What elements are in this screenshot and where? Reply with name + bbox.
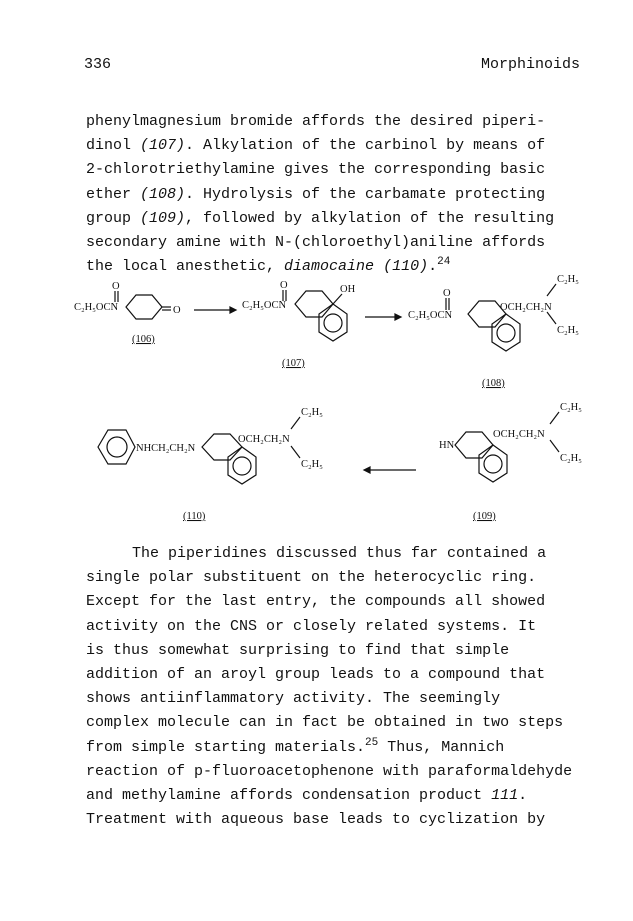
text-run: , followed by alkylation of the resulting bbox=[185, 209, 555, 227]
carbonyl-oxygen-label: O bbox=[443, 288, 451, 299]
carbonyl-oxygen-label: O bbox=[112, 281, 120, 292]
text-run: . bbox=[518, 787, 528, 805]
text-line bbox=[86, 183, 596, 207]
reaction-scheme bbox=[70, 262, 600, 527]
text-run: . Hydrolysis of the carbamate protecting bbox=[185, 185, 546, 203]
text-run: the local anesthetic, bbox=[86, 258, 285, 276]
compound-ref: 111 bbox=[491, 787, 519, 805]
piperidine-ring bbox=[455, 432, 493, 458]
text-line: Except for the last entry, the compounds all showed bbox=[86, 593, 546, 611]
carbamate-group-label: C₂H₅OCN bbox=[408, 310, 453, 321]
ethyl-label: C₂H₅ bbox=[557, 274, 579, 285]
drug-name: diamocaine bbox=[284, 258, 375, 276]
paragraph-aroyl-piperidines bbox=[86, 542, 596, 832]
ethyl-label: C₂H₅ bbox=[557, 325, 579, 336]
text-run: . bbox=[428, 258, 438, 276]
text-line: phenylmagnesium bromide affords the desired piperi- bbox=[86, 113, 546, 130]
ethyl-label: C₂H₅ bbox=[560, 453, 582, 464]
text-line: secondary amine with N-(chloroethyl)aniline affords bbox=[86, 234, 546, 252]
text-run: . Alkylation of the carbinol by means of bbox=[185, 137, 546, 155]
carbonyl-oxygen-label: O bbox=[280, 280, 288, 291]
hydroxyl-label: OH bbox=[340, 284, 356, 295]
compound-ref: (109) bbox=[140, 209, 186, 227]
text-line bbox=[86, 784, 596, 808]
text-line: Treatment with aqueous base leads to cyclization by bbox=[86, 811, 546, 829]
text-line: activity on the CNS or closely related systems. It bbox=[86, 617, 537, 635]
ethyl-label: C₂H₅ bbox=[301, 407, 323, 418]
text-run: dinol bbox=[86, 137, 141, 155]
text-run: group bbox=[86, 209, 141, 227]
compound-ref: (107) bbox=[140, 137, 186, 155]
text-line bbox=[86, 736, 596, 760]
text-run: Thus, Mannich bbox=[378, 738, 505, 756]
ether-chain-label: OCH₂CH₂N bbox=[493, 429, 545, 440]
phenyl-ring bbox=[98, 430, 135, 464]
carbamate-group-label: C₂H₅OCN bbox=[242, 300, 287, 311]
phenyl-ring bbox=[228, 447, 256, 484]
carbamate-group-label: C₂H₅OCN bbox=[74, 302, 119, 313]
ketone-oxygen-label: O bbox=[173, 305, 181, 316]
piperidine-ring bbox=[126, 295, 162, 319]
compound-label-108: (108) bbox=[482, 378, 505, 389]
compound-ref: (108) bbox=[140, 185, 186, 203]
anilino-chain-label: NHCH₂CH₂N bbox=[136, 443, 196, 454]
text-run: ether bbox=[86, 185, 141, 203]
text-run: and methylamine affords condensation product bbox=[86, 787, 492, 805]
amine-nh-label: HN bbox=[439, 440, 455, 451]
piperidine-ring bbox=[202, 434, 242, 460]
compound-label-107: (107) bbox=[282, 358, 305, 369]
ethyl-label: C₂H₅ bbox=[301, 459, 323, 470]
phenyl-ring bbox=[492, 314, 520, 351]
text-line: 2-chlorotriethylamine gives the corresponding basic bbox=[86, 161, 546, 179]
compound-label-106: (106) bbox=[132, 334, 155, 345]
text-line: The piperidines discussed thus far contained a bbox=[132, 545, 547, 562]
ether-chain-label: OCH₂CH₂N bbox=[500, 302, 552, 313]
phenyl-ring bbox=[479, 445, 507, 482]
text-line bbox=[86, 134, 596, 158]
page-header bbox=[84, 56, 580, 78]
text-line: reaction of p-fluoroacetophenone with paraformaldehyde bbox=[86, 762, 573, 780]
citation-ref: 24 bbox=[437, 256, 451, 269]
ether-chain-label: OCH₂CH₂N bbox=[238, 434, 290, 445]
phenyl-ring bbox=[319, 304, 347, 341]
paragraph-synthesis bbox=[86, 110, 596, 279]
text-line bbox=[86, 207, 596, 231]
text-line: shows antiinflammatory activity. The seemingly bbox=[86, 690, 501, 708]
piperidine-ring bbox=[295, 291, 333, 317]
text-line: addition of an aroyl group leads to a compound that bbox=[86, 666, 546, 684]
ethyl-label: C₂H₅ bbox=[560, 402, 582, 413]
running-title: Morphinoids bbox=[480, 56, 580, 73]
text-line: single polar substituent on the heterocyclic ring. bbox=[86, 569, 537, 587]
text-line: is thus somewhat surprising to find that simple bbox=[86, 641, 510, 659]
compound-ref: (110) bbox=[383, 258, 429, 276]
text-line: complex molecule can in fact be obtained in two steps bbox=[86, 714, 564, 732]
page-number: 336 bbox=[84, 56, 112, 73]
text-run: from simple starting materials. bbox=[86, 738, 366, 756]
citation-ref: 25 bbox=[365, 736, 379, 749]
compound-label-109: (109) bbox=[473, 511, 496, 522]
compound-label-110: (110) bbox=[183, 511, 206, 522]
